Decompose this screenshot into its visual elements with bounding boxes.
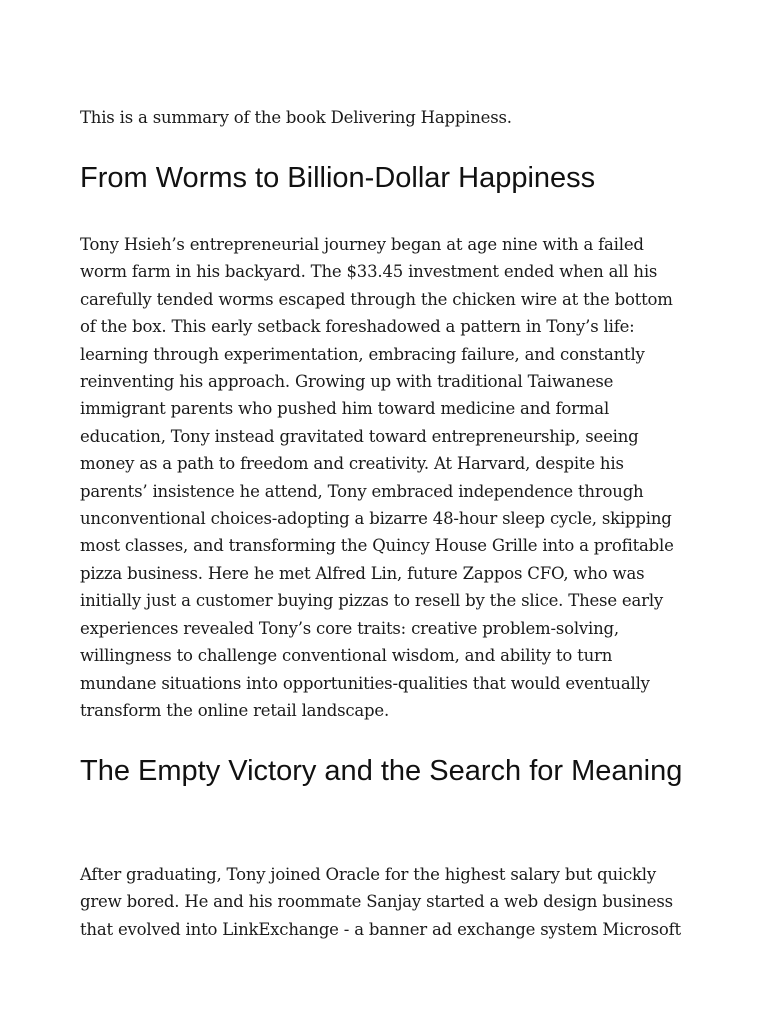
- section-body-1: Tony Hsieh’s entrepreneurial journey began at age nine with a failed worm farm in his backyard. The $33.45 investment ended when all his carefully tended worms escaped through the chicken wire at the bottom of the box. This early setback foreshadowed a pattern in Tony’s life: learning through experimentation, embracing failure, and constantly reinventing his approach. Growing up with traditional Taiwanese immigrant parents who pushed him toward medicine and formal education, Tony instead gravitated toward entrepreneurship, seeing money as a path to freedom and creativity. At Harvard, despite his parents’ insistence he attend, Tony embraced independence through unconventional choices-adopting a bizarre 48-hour sleep cycle, skipping most classes, and transforming the Quincy House Grille into a profitable pizza business. Here he met Alfred Lin, future Zappos CFO, who was initially just a customer buying pizzas to resell by the slice. These early experiences revealed Tony’s core traits: creative problem-solving, willingness to challenge conventional wisdom, and ability to turn mundane situations into opportunities-qualities that would eventually transform the online retail landscape.: [80, 235, 674, 720]
- section-body-2: After graduating, Tony joined Oracle for the highest salary but quickly grew bored. He and his roommate Sanjay started a web design business that evolved into LinkExchange - a banner ad exchange system Microsoft: [80, 865, 681, 939]
- intro-text: This is a summary of the book Delivering Happiness.: [80, 108, 512, 127]
- section-heading-1: From Worms to Billion-Dollar Happiness: [80, 162, 596, 194]
- section-heading-2: The Empty Victory and the Search for Meaning: [80, 755, 683, 787]
